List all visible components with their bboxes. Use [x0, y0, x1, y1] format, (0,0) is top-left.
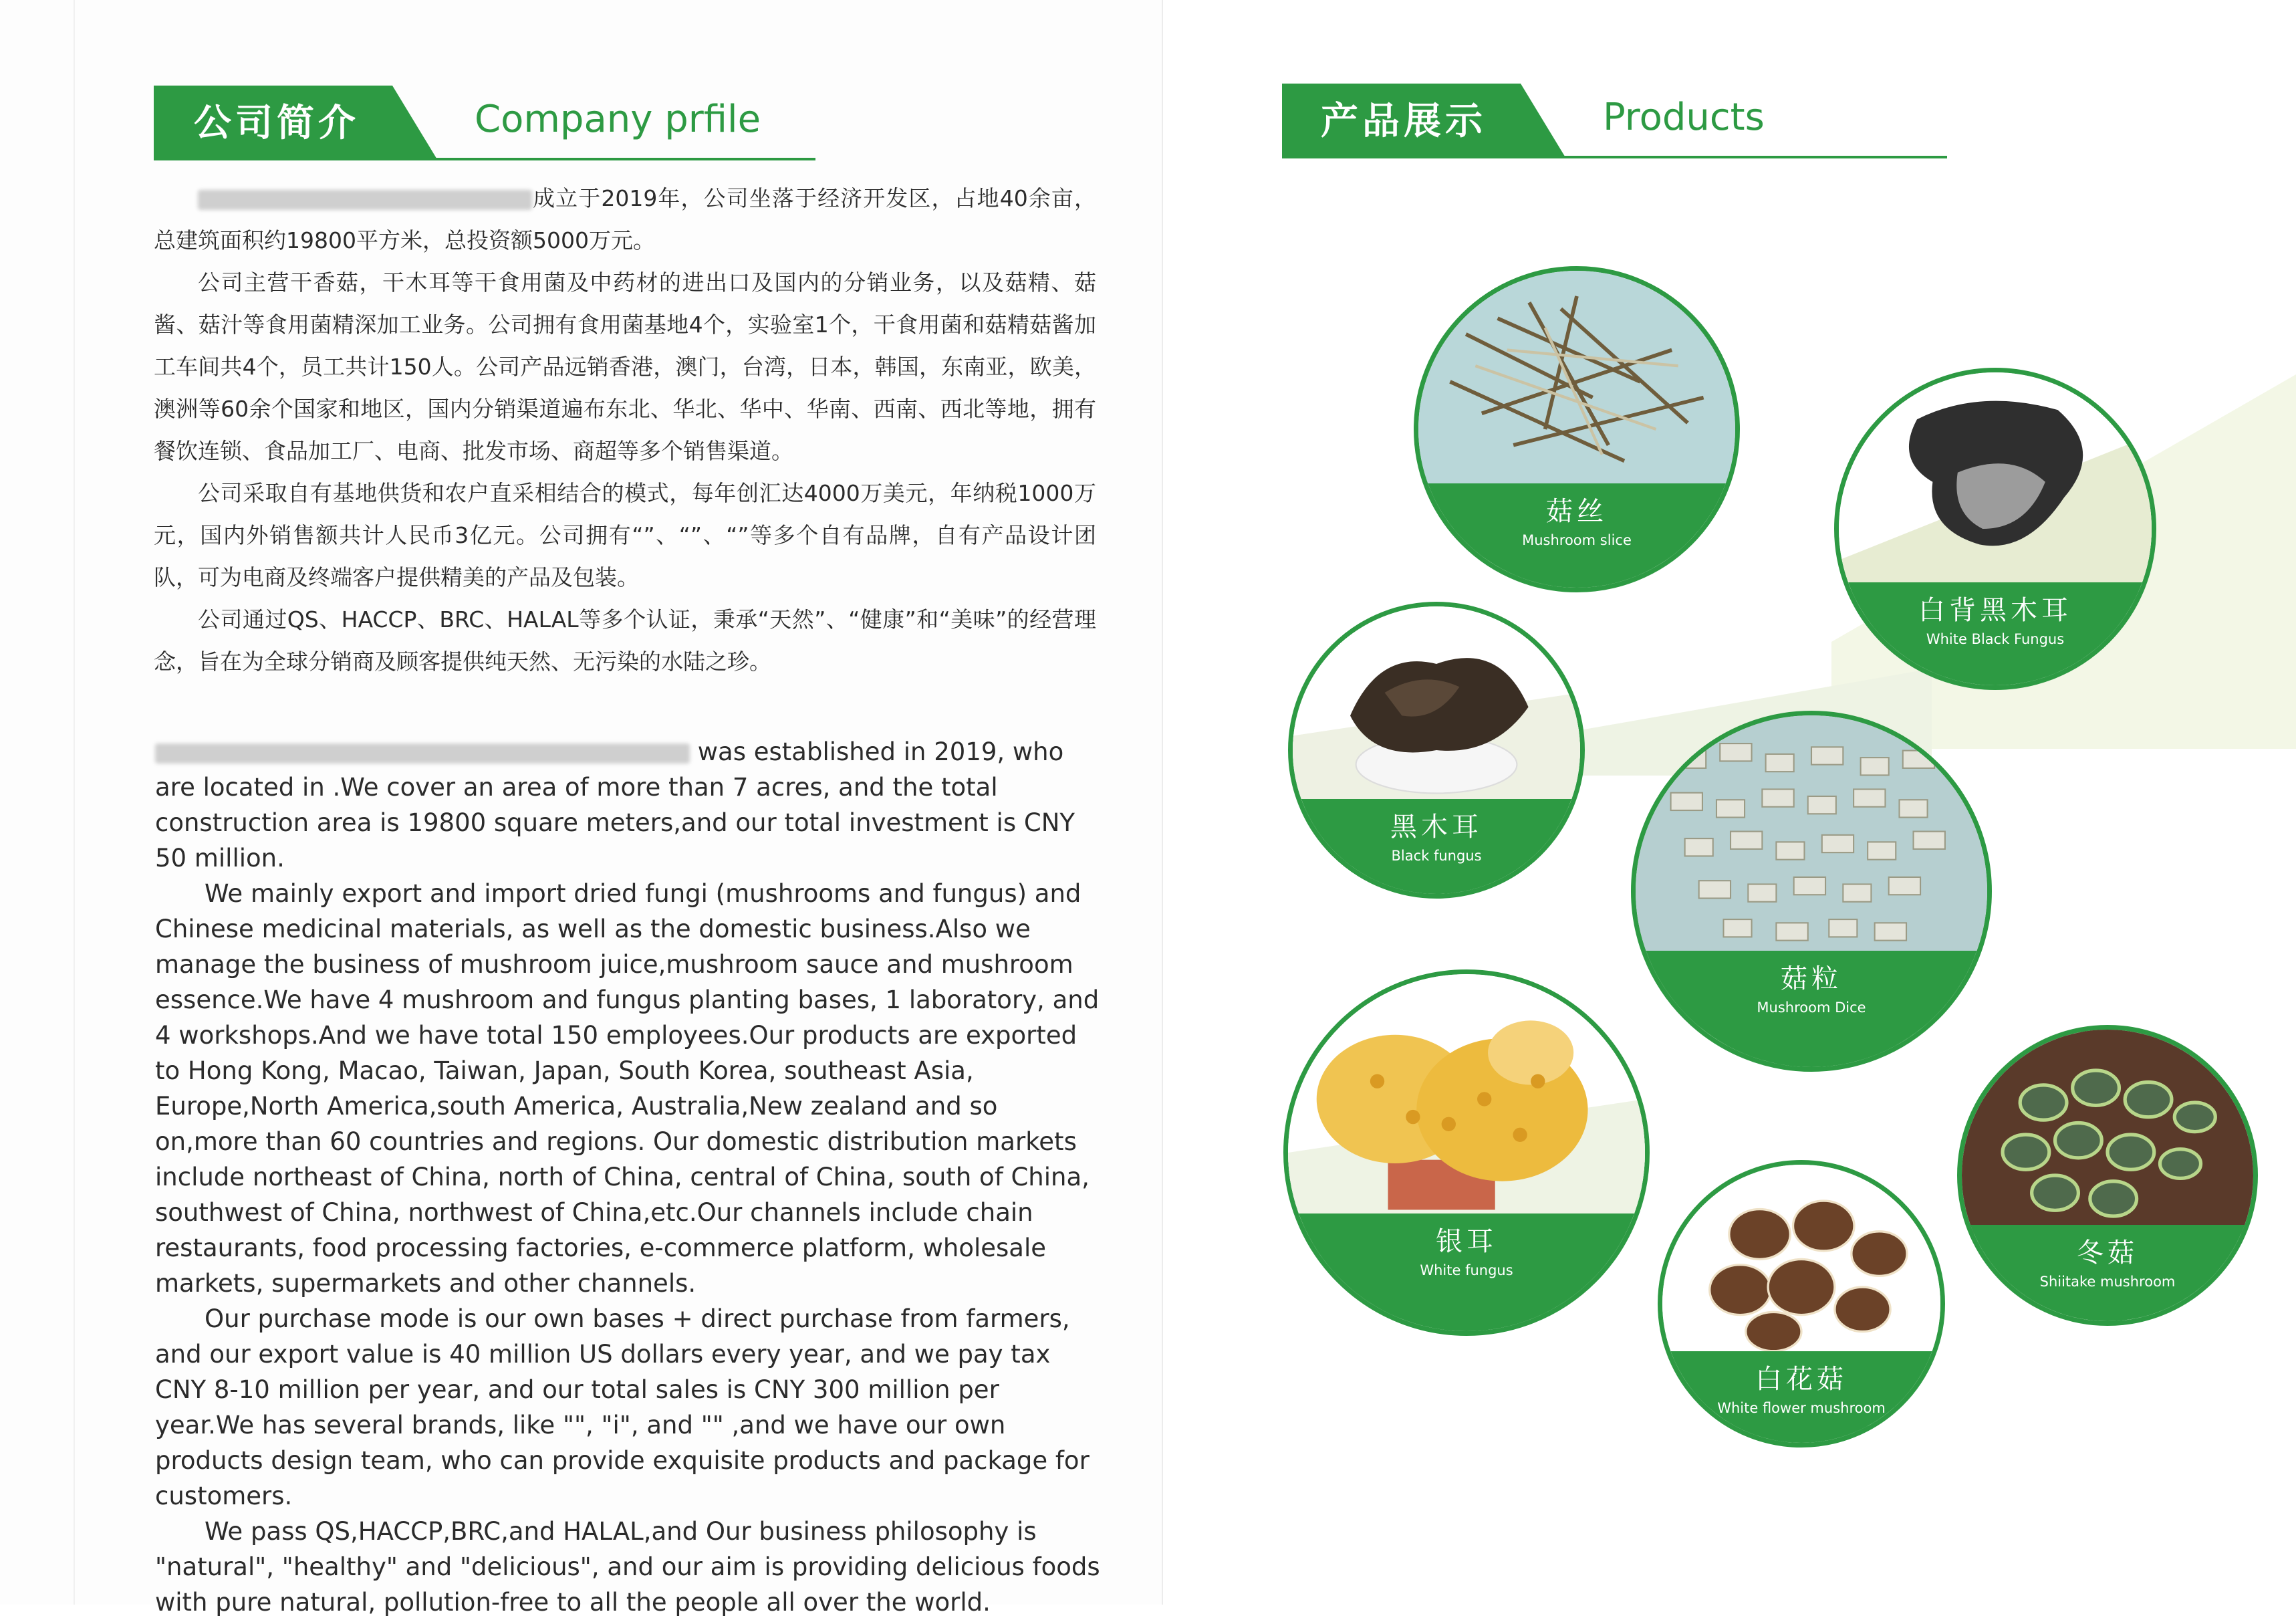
product-name-cn: 冬菇 [2077, 1238, 2138, 1269]
product-name-en: Black fungus [1391, 848, 1482, 864]
redacted-company-name [198, 190, 532, 210]
product-name-en: Shiitake mushroom [2039, 1274, 2176, 1290]
header-underline [434, 158, 815, 160]
product-name-cn: 白背黑木耳 [1918, 594, 2072, 626]
product-name-cn: 菇粒 [1781, 963, 1842, 995]
product-shiitake-mushroom[interactable] [1957, 1025, 2258, 1326]
cn-paragraph: 公司采取自有基地供货和农户直采相结合的模式，每年创汇达4000万美元，年纳税1000万元，国内外销售额共计人民币3亿元。公司拥有“”、“”、“”等多个自有品牌，自有产品设计团队，可为电商及终端客户提供精美的产品及包装。 [154, 480, 1096, 590]
product-label [1293, 799, 1580, 894]
en-paragraph: Our purchase mode is our own bases + direct purchase from farmers, and our export value is 40 million US dollars every year, and we pay tax CNY 8-10 million per year, and our total sales is CNY 300 million per year.We has several brands, like "", "i", and "" ,and we have our own products design team, who can provide exquisite products and package for customers. [155, 1304, 1090, 1510]
cn-paragraph: 公司主营干香菇，干木耳等干食用菌及中药材的进出口及国内的分销业务，以及菇精、菇酱、菇汁等食用菌精深加工业务。公司拥有食用菌基地4个，实验室1个，干食用菌和菇精菇酱加工车间共4个，员工共计150人。公司产品远销香港，澳门，台湾，日本，韩国，东南亚，欧美，澳洲等60余个国家和地区，国内分销渠道遍布东北、华北、华中、华南、西南、西北等地，拥有餐饮连锁、食品加工厂、电商、批发市场、商超等多个销售渠道。 [154, 269, 1096, 464]
product-white-black-fungus[interactable] [1834, 368, 2156, 690]
product-name-en: Mushroom Dice [1757, 1000, 1866, 1016]
cn-paragraph: 成立于2019年，公司坐落于经济开发区，占地40余亩，总建筑面积约19800平方米，总投资额5000万元。 [154, 185, 1096, 253]
en-paragraph: We pass QS,HACCP,BRC,and HALAL,and Our business philosophy is "natural", "healthy" and "delicious", and our aim is providing delicious foods with pure natural, pollution-free to all the people all over the world. [155, 1517, 1100, 1617]
en-paragraph: was established in 2019, who are located in .We cover an area of more than 7 acres, and the total construction area is 19800 square meters,and our total investment is CNY 50 million. [155, 737, 1075, 873]
product-label [1418, 483, 1735, 588]
white-black-fungus-image [1839, 372, 2152, 592]
product-white-flower-mushroom[interactable] [1658, 1160, 1945, 1448]
product-name-cn: 菇丝 [1546, 495, 1608, 527]
product-name-en: White flower mushroom [1717, 1399, 1886, 1416]
product-name-en: White fungus [1420, 1262, 1513, 1278]
chinese-description [154, 177, 1096, 683]
product-name-en: Mushroom slice [1522, 532, 1632, 548]
product-name-en: White Black Fungus [1926, 630, 2065, 647]
header-title-en: Company prfile [475, 98, 761, 141]
white-fungus-image [1288, 974, 1645, 1224]
product-name-cn: 银耳 [1436, 1226, 1497, 1257]
product-name-cn: 黑木耳 [1390, 812, 1483, 843]
product-black-fungus[interactable] [1288, 602, 1585, 899]
product-mushroom-dice[interactable] [1631, 711, 1992, 1072]
english-description [155, 734, 1104, 1620]
black-fungus-image [1293, 606, 1580, 808]
header-title-cn: 公司简介 [194, 102, 360, 145]
product-label [1839, 582, 2152, 685]
redacted-company-name [155, 743, 690, 764]
product-white-fungus[interactable] [1283, 969, 1650, 1336]
page-edge [74, 0, 75, 1605]
product-label [1636, 951, 1987, 1067]
product-label [1962, 1225, 2253, 1321]
product-label [1662, 1351, 1940, 1443]
product-mushroom-slice[interactable] [1414, 266, 1740, 592]
product-name-cn: 白花菇 [1755, 1363, 1847, 1395]
mushroom-dice-image [1636, 715, 1987, 961]
white-flower-mushroom-image [1662, 1165, 1940, 1359]
cn-paragraph: 公司通过QS、HACCP、BRC、HALAL等多个认证，秉承“天然”、“健康”和“美味”的经营理念，旨在为全球分销商及顾客提供纯天然、无污染的水陆之珍。 [154, 606, 1096, 675]
shiitake-mushroom-image [1962, 1030, 2253, 1234]
right-page [1163, 0, 2296, 1605]
mushroom-slice-image [1418, 271, 1735, 493]
header-title-en: Products [1603, 96, 1765, 139]
product-label [1288, 1213, 1645, 1331]
company-profile-header [154, 86, 815, 160]
en-paragraph: We mainly export and import dried fungi (mushrooms and fungus) and Chinese medicinal materials, as well as the domestic business.Also we manage the business of mushroom juice,mushroom sauce and mushroom essence.We have 4 mushroom and fungus planting bases, 1 laboratory, and 4 workshops.And we have total 150 employees.Our products are exported to Hong Kong, Macao, Taiwan, Japan, South Korea, southeast Asia, Europe,North America,south America, Australia,New zealand and so on,more than 60 countries and regions. Our domestic distribution markets include northeast of China, north of China, central of China, south of China, southwest of China, northwest of China,etc.Our channels include chain restaurants, food processing factories, e-commerce platform, wholesale markets, supermarkets and other channels. [155, 879, 1100, 1298]
header-title-cn: 产品展示 [1321, 100, 1487, 143]
